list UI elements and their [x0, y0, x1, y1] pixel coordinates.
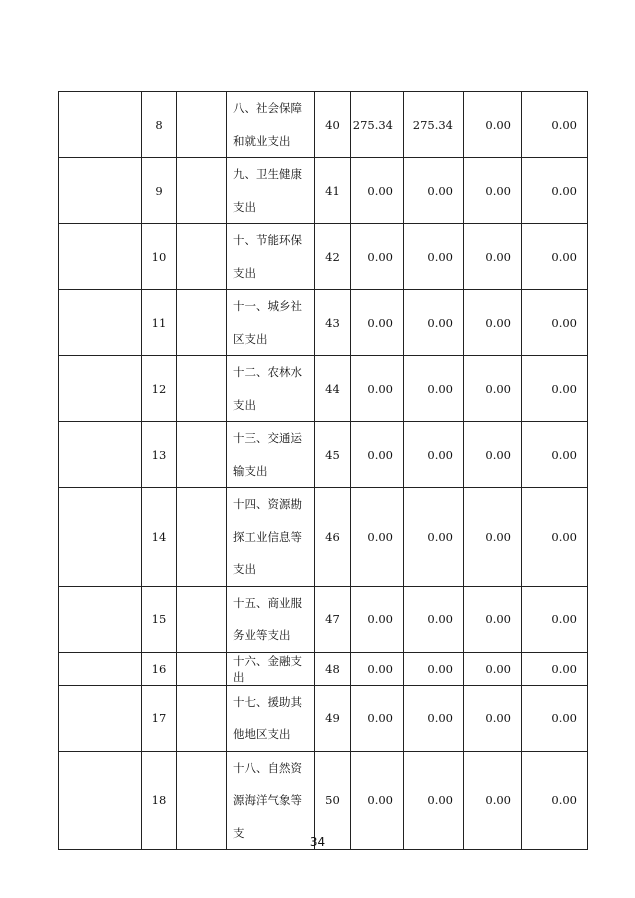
value-cell-3: 0.00: [464, 586, 522, 652]
value-cell-3: 0.00: [464, 751, 522, 850]
blank-cell: [177, 488, 227, 587]
value-cell-3: 0.00: [464, 356, 522, 422]
value-cell-1: 0.00: [351, 652, 404, 685]
item-name-cell: 八、社会保障和就业支出: [227, 92, 315, 158]
row-seq-cell: 13: [142, 422, 177, 488]
table-row: [59, 158, 588, 224]
item-name-cell: 十六、金融支出: [227, 652, 315, 685]
line-number-cell: 48: [315, 652, 351, 685]
value-cell-3: 0.00: [464, 92, 522, 158]
row-seq-cell: 14: [142, 488, 177, 587]
line-number-cell: 40: [315, 92, 351, 158]
blank-cell: [59, 290, 142, 356]
blank-cell: [177, 92, 227, 158]
value-cell-1: 0.00: [351, 158, 404, 224]
value-cell-3: 0.00: [464, 685, 522, 751]
blank-cell: [59, 685, 142, 751]
value-cell-2: 0.00: [404, 158, 464, 224]
value-cell-3: 0.00: [464, 422, 522, 488]
row-seq-cell: 11: [142, 290, 177, 356]
line-number-cell: 41: [315, 158, 351, 224]
value-cell-4: 0.00: [522, 652, 588, 685]
value-cell-4: 0.00: [522, 224, 588, 290]
value-cell-4: 0.00: [522, 290, 588, 356]
value-cell-4: 0.00: [522, 488, 588, 587]
page-number: 34: [309, 835, 326, 849]
value-cell-2: 0.00: [404, 586, 464, 652]
value-cell-3: 0.00: [464, 652, 522, 685]
blank-cell: [177, 586, 227, 652]
line-number-cell: 50: [315, 751, 351, 850]
value-cell-4: 0.00: [522, 586, 588, 652]
blank-cell: [177, 685, 227, 751]
item-name-cell: 十一、城乡社区支出: [227, 290, 315, 356]
blank-cell: [59, 92, 142, 158]
row-seq-cell: 15: [142, 586, 177, 652]
table-body: [59, 92, 588, 850]
value-cell-2: 0.00: [404, 224, 464, 290]
item-name-cell: 九、卫生健康支出: [227, 158, 315, 224]
value-cell-3: 0.00: [464, 488, 522, 587]
value-cell-2: 0.00: [404, 488, 464, 587]
row-seq-cell: 10: [142, 224, 177, 290]
item-name-cell: 十七、援助其他地区支出: [227, 685, 315, 751]
value-cell-4: 0.00: [522, 92, 588, 158]
table-row: [59, 685, 588, 751]
table-row: [59, 422, 588, 488]
value-cell-4: 0.00: [522, 422, 588, 488]
value-cell-2: 275.34: [404, 92, 464, 158]
value-cell-2: 0.00: [404, 652, 464, 685]
item-name-cell: 十五、商业服务业等支出: [227, 586, 315, 652]
item-name-cell: 十、节能环保支出: [227, 224, 315, 290]
value-cell-1: 0.00: [351, 224, 404, 290]
line-number-cell: 47: [315, 586, 351, 652]
table-row: [59, 224, 588, 290]
value-cell-4: 0.00: [522, 685, 588, 751]
blank-cell: [59, 652, 142, 685]
value-cell-1: 0.00: [351, 290, 404, 356]
table-row: [59, 586, 588, 652]
value-cell-2: 0.00: [404, 356, 464, 422]
blank-cell: [59, 422, 142, 488]
blank-cell: [177, 290, 227, 356]
line-number-cell: 46: [315, 488, 351, 587]
table-row: [59, 356, 588, 422]
blank-cell: [59, 224, 142, 290]
item-name-cell: 十三、交通运输支出: [227, 422, 315, 488]
item-name-cell: 十八、自然资源海洋气象等支: [227, 751, 315, 850]
row-seq-cell: 18: [142, 751, 177, 850]
line-number-cell: 49: [315, 685, 351, 751]
value-cell-1: 0.00: [351, 586, 404, 652]
value-cell-3: 0.00: [464, 224, 522, 290]
blank-cell: [59, 488, 142, 587]
item-name-cell: 十四、资源勘探工业信息等支出: [227, 488, 315, 587]
value-cell-4: 0.00: [522, 158, 588, 224]
line-number-cell: 43: [315, 290, 351, 356]
budget-table: [58, 91, 588, 850]
blank-cell: [177, 158, 227, 224]
row-seq-cell: 16: [142, 652, 177, 685]
value-cell-1: 0.00: [351, 685, 404, 751]
blank-cell: [59, 586, 142, 652]
value-cell-2: 0.00: [404, 422, 464, 488]
table-row: [59, 92, 588, 158]
value-cell-3: 0.00: [464, 290, 522, 356]
blank-cell: [177, 356, 227, 422]
blank-cell: [59, 356, 142, 422]
blank-cell: [177, 422, 227, 488]
value-cell-1: 0.00: [351, 422, 404, 488]
value-cell-2: 0.00: [404, 685, 464, 751]
value-cell-2: 0.00: [404, 751, 464, 850]
row-seq-cell: 12: [142, 356, 177, 422]
row-seq-cell: 8: [142, 92, 177, 158]
table-row: [59, 290, 588, 356]
value-cell-2: 0.00: [404, 290, 464, 356]
value-cell-1: 275.34: [351, 92, 404, 158]
line-number-cell: 42: [315, 224, 351, 290]
item-name-cell: 十二、农林水支出: [227, 356, 315, 422]
value-cell-4: 0.00: [522, 356, 588, 422]
blank-cell: [177, 652, 227, 685]
value-cell-3: 0.00: [464, 158, 522, 224]
line-number-cell: 45: [315, 422, 351, 488]
blank-cell: [177, 224, 227, 290]
value-cell-1: 0.00: [351, 751, 404, 850]
blank-cell: [59, 158, 142, 224]
line-number-cell: 44: [315, 356, 351, 422]
row-seq-cell: 17: [142, 685, 177, 751]
value-cell-4: 0.00: [522, 751, 588, 850]
table-row: [59, 488, 588, 587]
value-cell-1: 0.00: [351, 356, 404, 422]
table-row: [59, 652, 588, 685]
value-cell-1: 0.00: [351, 488, 404, 587]
row-seq-cell: 9: [142, 158, 177, 224]
